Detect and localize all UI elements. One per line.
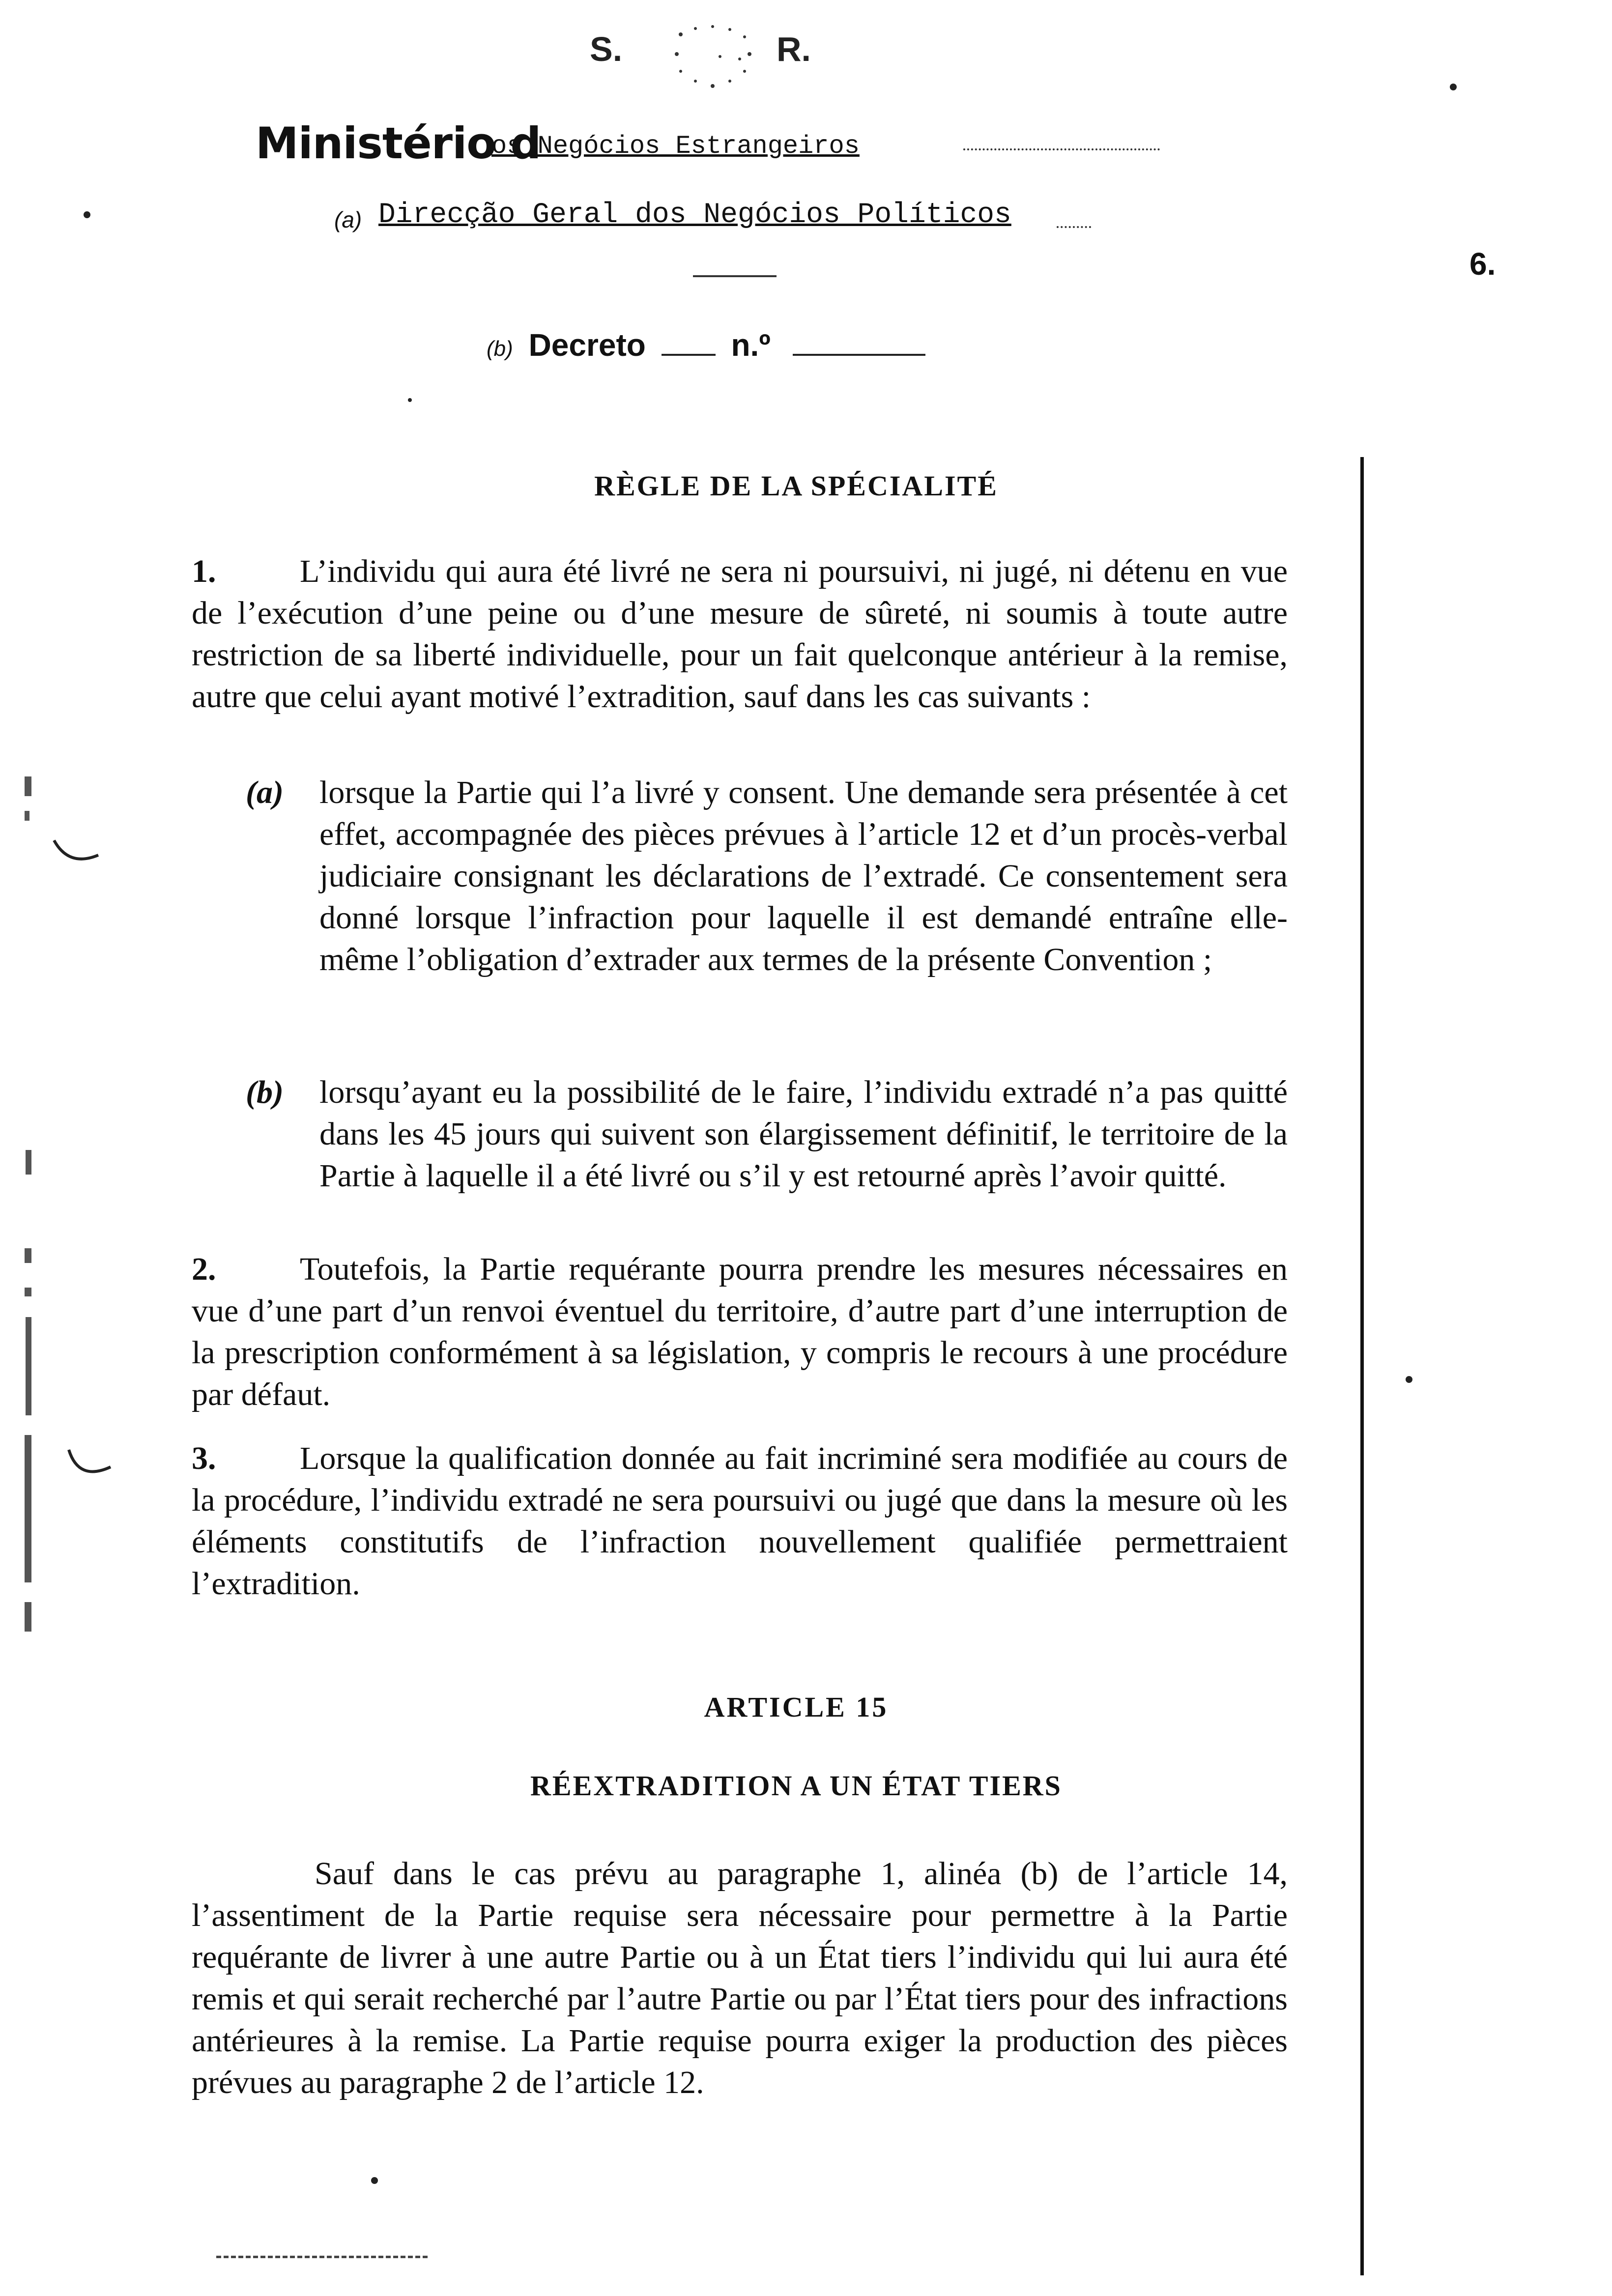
divider	[693, 275, 777, 277]
page-number: 6.	[1469, 246, 1496, 282]
dotted-line	[1057, 206, 1091, 228]
speck	[371, 2177, 378, 2184]
decreto-row	[487, 327, 925, 363]
section-title: RÉEXTRADITION A UN ÉTAT TIERS	[530, 1770, 1062, 1802]
sr-left: S.	[590, 30, 623, 68]
item-text: lorsqu’ayant eu la possibilité de le faire, l’individu extradé n’a pas quitté dans les 45 jours qui suivent son élargissement définitif, le territoire de la Partie à laquelle il a été livré ou s’il y est retourné après l’avoir quitté.	[319, 1074, 1288, 1194]
paragraph-2	[192, 1248, 1288, 1415]
item-label: (a)	[246, 775, 284, 810]
paragraph-article-15: Sauf dans le cas prévu au paragraphe 1, alinéa (b) de l’article 14, l’assentiment de la Partie requise sera nécessaire pour permettre à la Partie requérante de livrer à une autre Partie ou à un État tiers l’individu qui lui aura été remis et qui serait recherché par l’autre Partie ou par l’État tiers pour des infractions antérieures à la remise. La Partie requise pourra exiger la production des pièces prévues au paragraphe 2 de l’article 12.	[192, 1856, 1288, 2100]
paragraph-text: L’individu qui aura été livré ne sera ni poursuivi, ni jugé, ni détenu en vue de l’exécution d’une peine ou d’une mesure de sûreté, ni soumis à toute autre restriction de sa liberté individuelle, pour un fait quelconque antérieur à la remise, autre que celui ayant motivé l’extradition, sauf dans les cas suivants :	[192, 553, 1288, 715]
ministerio-prefix: Ministério d	[256, 118, 541, 169]
sr-right: R.	[777, 30, 811, 68]
sr-stamp	[580, 29, 855, 74]
decreto-label: Decreto	[528, 327, 646, 363]
margin-arc-mark	[49, 831, 108, 875]
dotted-line	[216, 2251, 428, 2258]
article-heading: ARTICLE 15	[704, 1691, 889, 1723]
dotted-line	[963, 129, 1160, 150]
ministerio-name: os Negócios Estrangeiros	[491, 132, 860, 161]
label-b: (b)	[487, 337, 513, 361]
item-label: (b)	[246, 1074, 284, 1110]
item-b	[246, 1071, 1288, 1197]
speck	[408, 398, 412, 402]
numero-label: n.º	[731, 327, 771, 363]
speck	[84, 211, 90, 218]
paragraph-number: 3.	[192, 1440, 216, 1476]
speck	[1406, 1376, 1412, 1383]
label-a: (a)	[334, 207, 362, 232]
section-title: RÈGLE DE LA SPÉCIALITÉ	[594, 470, 998, 502]
paragraph-number: 2.	[192, 1251, 216, 1287]
speck	[1450, 84, 1457, 90]
item-text: lorsque la Partie qui l’a livré y consent. Une demande sera présentée à cet effet, accompagnée des pièces prévues à l’article 12 et d’un procès-verbal judiciaire consignant les déclarations de l’extradé. Ce consentement sera donné lorsque l’infraction pour laquelle il est demandé entraîne elle-même l’obligation d’extrader aux termes de la présente Convention ;	[319, 775, 1288, 977]
decreto-blank	[662, 349, 716, 356]
item-a	[246, 772, 1288, 980]
paragraph-text: Toutefois, la Partie requérante pourra prendre les mesures nécessaires en vue d’une part d’un renvoi éventuel du territoire, d’autre part d’une interruption de la prescription conformément à sa législation, y compris le recours à une procédure par défaut.	[192, 1251, 1288, 1412]
paragraph-3	[192, 1437, 1288, 1605]
paragraph-text: Lorsque la qualification donnée au fait incriminé sera modifiée au cours de la procédure, l’individu extradé ne sera poursuivi ou jugé que dans la mesure où les éléments constitutifs de l’infraction nouvellement qualifiée permettraient l’extradition.	[192, 1440, 1288, 1602]
direccao-name: Direcção Geral dos Negócios Políticos	[378, 199, 1011, 231]
margin-line	[1360, 457, 1364, 2275]
margin-arc-mark	[64, 1445, 123, 1489]
paragraph-1	[192, 550, 1288, 718]
numero-blank	[793, 349, 925, 356]
margin-marks	[10, 776, 49, 1661]
paragraph-number: 1.	[192, 553, 216, 589]
seal-icon	[666, 20, 759, 93]
